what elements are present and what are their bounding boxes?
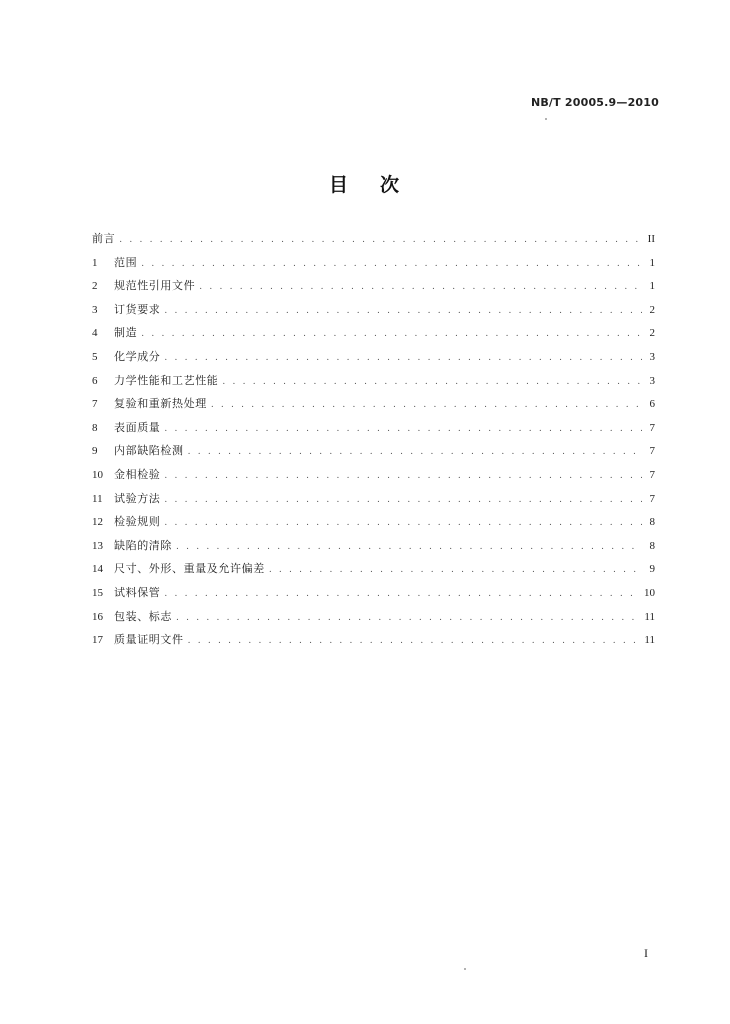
toc-entry-label: 规范性引用文件 <box>114 279 196 293</box>
page-number: I <box>644 946 648 960</box>
toc-entry-number: 8 <box>92 421 98 434</box>
toc-entry-page: 2 <box>649 303 655 316</box>
toc-dot-leader <box>164 583 641 607</box>
toc-entry-page: 2 <box>649 327 655 340</box>
table-of-contents <box>92 227 655 652</box>
toc-entry-number: 16 <box>92 610 103 623</box>
toc-entry-label: 力学性能和工艺性能 <box>114 373 219 387</box>
toc-entry-number: 2 <box>92 280 98 293</box>
toc-entry[interactable] <box>92 321 655 345</box>
toc-dot-leader <box>164 512 642 536</box>
toc-entry-page: 7 <box>649 445 655 458</box>
toc-entry-label: 表面质量 <box>114 420 161 434</box>
toc-entry-page: 7 <box>649 492 655 505</box>
toc-entry-number: 3 <box>92 303 98 316</box>
toc-dot-leader <box>222 371 642 395</box>
toc-dot-leader <box>164 418 642 442</box>
toc-entry-label: 范围 <box>114 255 138 269</box>
toc-entry-label: 内部缺陷检测 <box>114 444 184 458</box>
toc-entry-label: 质量证明文件 <box>114 633 184 647</box>
toc-dot-leader <box>119 229 642 253</box>
toc-dot-leader <box>199 276 642 300</box>
toc-entry-number: 12 <box>92 516 103 529</box>
toc-dot-leader <box>141 323 642 347</box>
toc-entry-page: 11 <box>644 610 655 623</box>
toc-dot-leader <box>211 394 642 418</box>
toc-dot-leader <box>141 253 642 277</box>
toc-dot-leader <box>164 347 642 371</box>
toc-entry[interactable] <box>92 345 655 369</box>
toc-dot-leader <box>164 489 642 513</box>
toc-entry-label: 化学成分 <box>114 349 161 363</box>
toc-entry-number: 6 <box>92 374 98 387</box>
toc-dot-leader <box>164 465 642 489</box>
toc-entry[interactable] <box>92 510 655 534</box>
toc-entry-number: 15 <box>92 586 103 599</box>
toc-dot-leader <box>176 607 641 631</box>
toc-entry[interactable] <box>92 274 655 298</box>
toc-entry-page: 1 <box>649 256 655 269</box>
toc-entry-number: 5 <box>92 350 98 363</box>
toc-entry-label: 缺陷的清除 <box>114 538 172 552</box>
toc-entry-page: 11 <box>644 634 655 647</box>
toc-entry[interactable] <box>92 298 655 322</box>
toc-entry-number: 13 <box>92 539 103 552</box>
toc-dot-leader <box>188 441 642 465</box>
toc-entry-page: 8 <box>649 516 655 529</box>
toc-entry-page: 3 <box>649 350 655 363</box>
toc-entry[interactable] <box>92 251 655 275</box>
toc-entry-label: 前言 <box>92 232 116 245</box>
toc-entry[interactable] <box>92 369 655 393</box>
toc-entry[interactable] <box>92 392 655 416</box>
toc-entry-number: 4 <box>92 327 98 340</box>
toc-entry[interactable] <box>92 463 655 487</box>
toc-entry-label: 包装、标志 <box>114 609 172 623</box>
toc-entry[interactable] <box>92 534 655 558</box>
toc-entry[interactable] <box>92 439 655 463</box>
toc-entry-number: 14 <box>92 563 103 576</box>
toc-title <box>0 170 730 197</box>
standard-number: NB/T 20005.9—2010 <box>530 96 659 109</box>
toc-entry-page: 8 <box>649 539 655 552</box>
toc-entry-label: 制造 <box>114 326 138 340</box>
toc-entry[interactable] <box>92 605 655 629</box>
toc-entry-number: 17 <box>92 634 103 647</box>
toc-entry-number: 7 <box>92 398 98 411</box>
scan-speck <box>545 118 547 120</box>
toc-entry-number: 1 <box>92 256 98 269</box>
toc-entry[interactable] <box>92 628 655 652</box>
toc-entry[interactable] <box>92 557 655 581</box>
toc-entry-page: 10 <box>644 586 655 599</box>
toc-entry-page: 3 <box>649 374 655 387</box>
toc-entry-page: 1 <box>649 280 655 293</box>
toc-entry-label: 试验方法 <box>114 491 161 505</box>
toc-entry-number: 10 <box>92 468 103 481</box>
toc-entry-page: 7 <box>649 468 655 481</box>
toc-entry[interactable] <box>92 581 655 605</box>
toc-entry-page: 7 <box>649 421 655 434</box>
toc-dot-leader <box>188 630 642 654</box>
toc-entry-page: II <box>647 233 655 245</box>
toc-entry-label: 金相检验 <box>114 467 161 481</box>
toc-entry[interactable] <box>92 487 655 511</box>
toc-entry-label: 试料保管 <box>114 585 161 599</box>
scan-speck <box>464 968 466 970</box>
toc-entry-page: 9 <box>649 563 655 576</box>
toc-title-part2: 次 <box>380 174 402 196</box>
toc-dot-leader <box>269 559 642 583</box>
toc-entry-page: 6 <box>649 398 655 411</box>
toc-entry-label: 尺寸、外形、重量及允许偏差 <box>114 562 265 576</box>
toc-dot-leader <box>176 536 642 560</box>
toc-title-part1: 目 <box>328 174 350 196</box>
toc-entry-label: 复验和重新热处理 <box>114 397 207 411</box>
toc-entry-number: 9 <box>92 445 98 458</box>
toc-entry[interactable] <box>92 227 655 251</box>
toc-entry-number: 11 <box>92 492 103 505</box>
toc-entry-label: 订货要求 <box>114 302 161 316</box>
toc-entry-label: 检验规则 <box>114 515 161 529</box>
toc-entry[interactable] <box>92 416 655 440</box>
toc-dot-leader <box>164 300 642 324</box>
